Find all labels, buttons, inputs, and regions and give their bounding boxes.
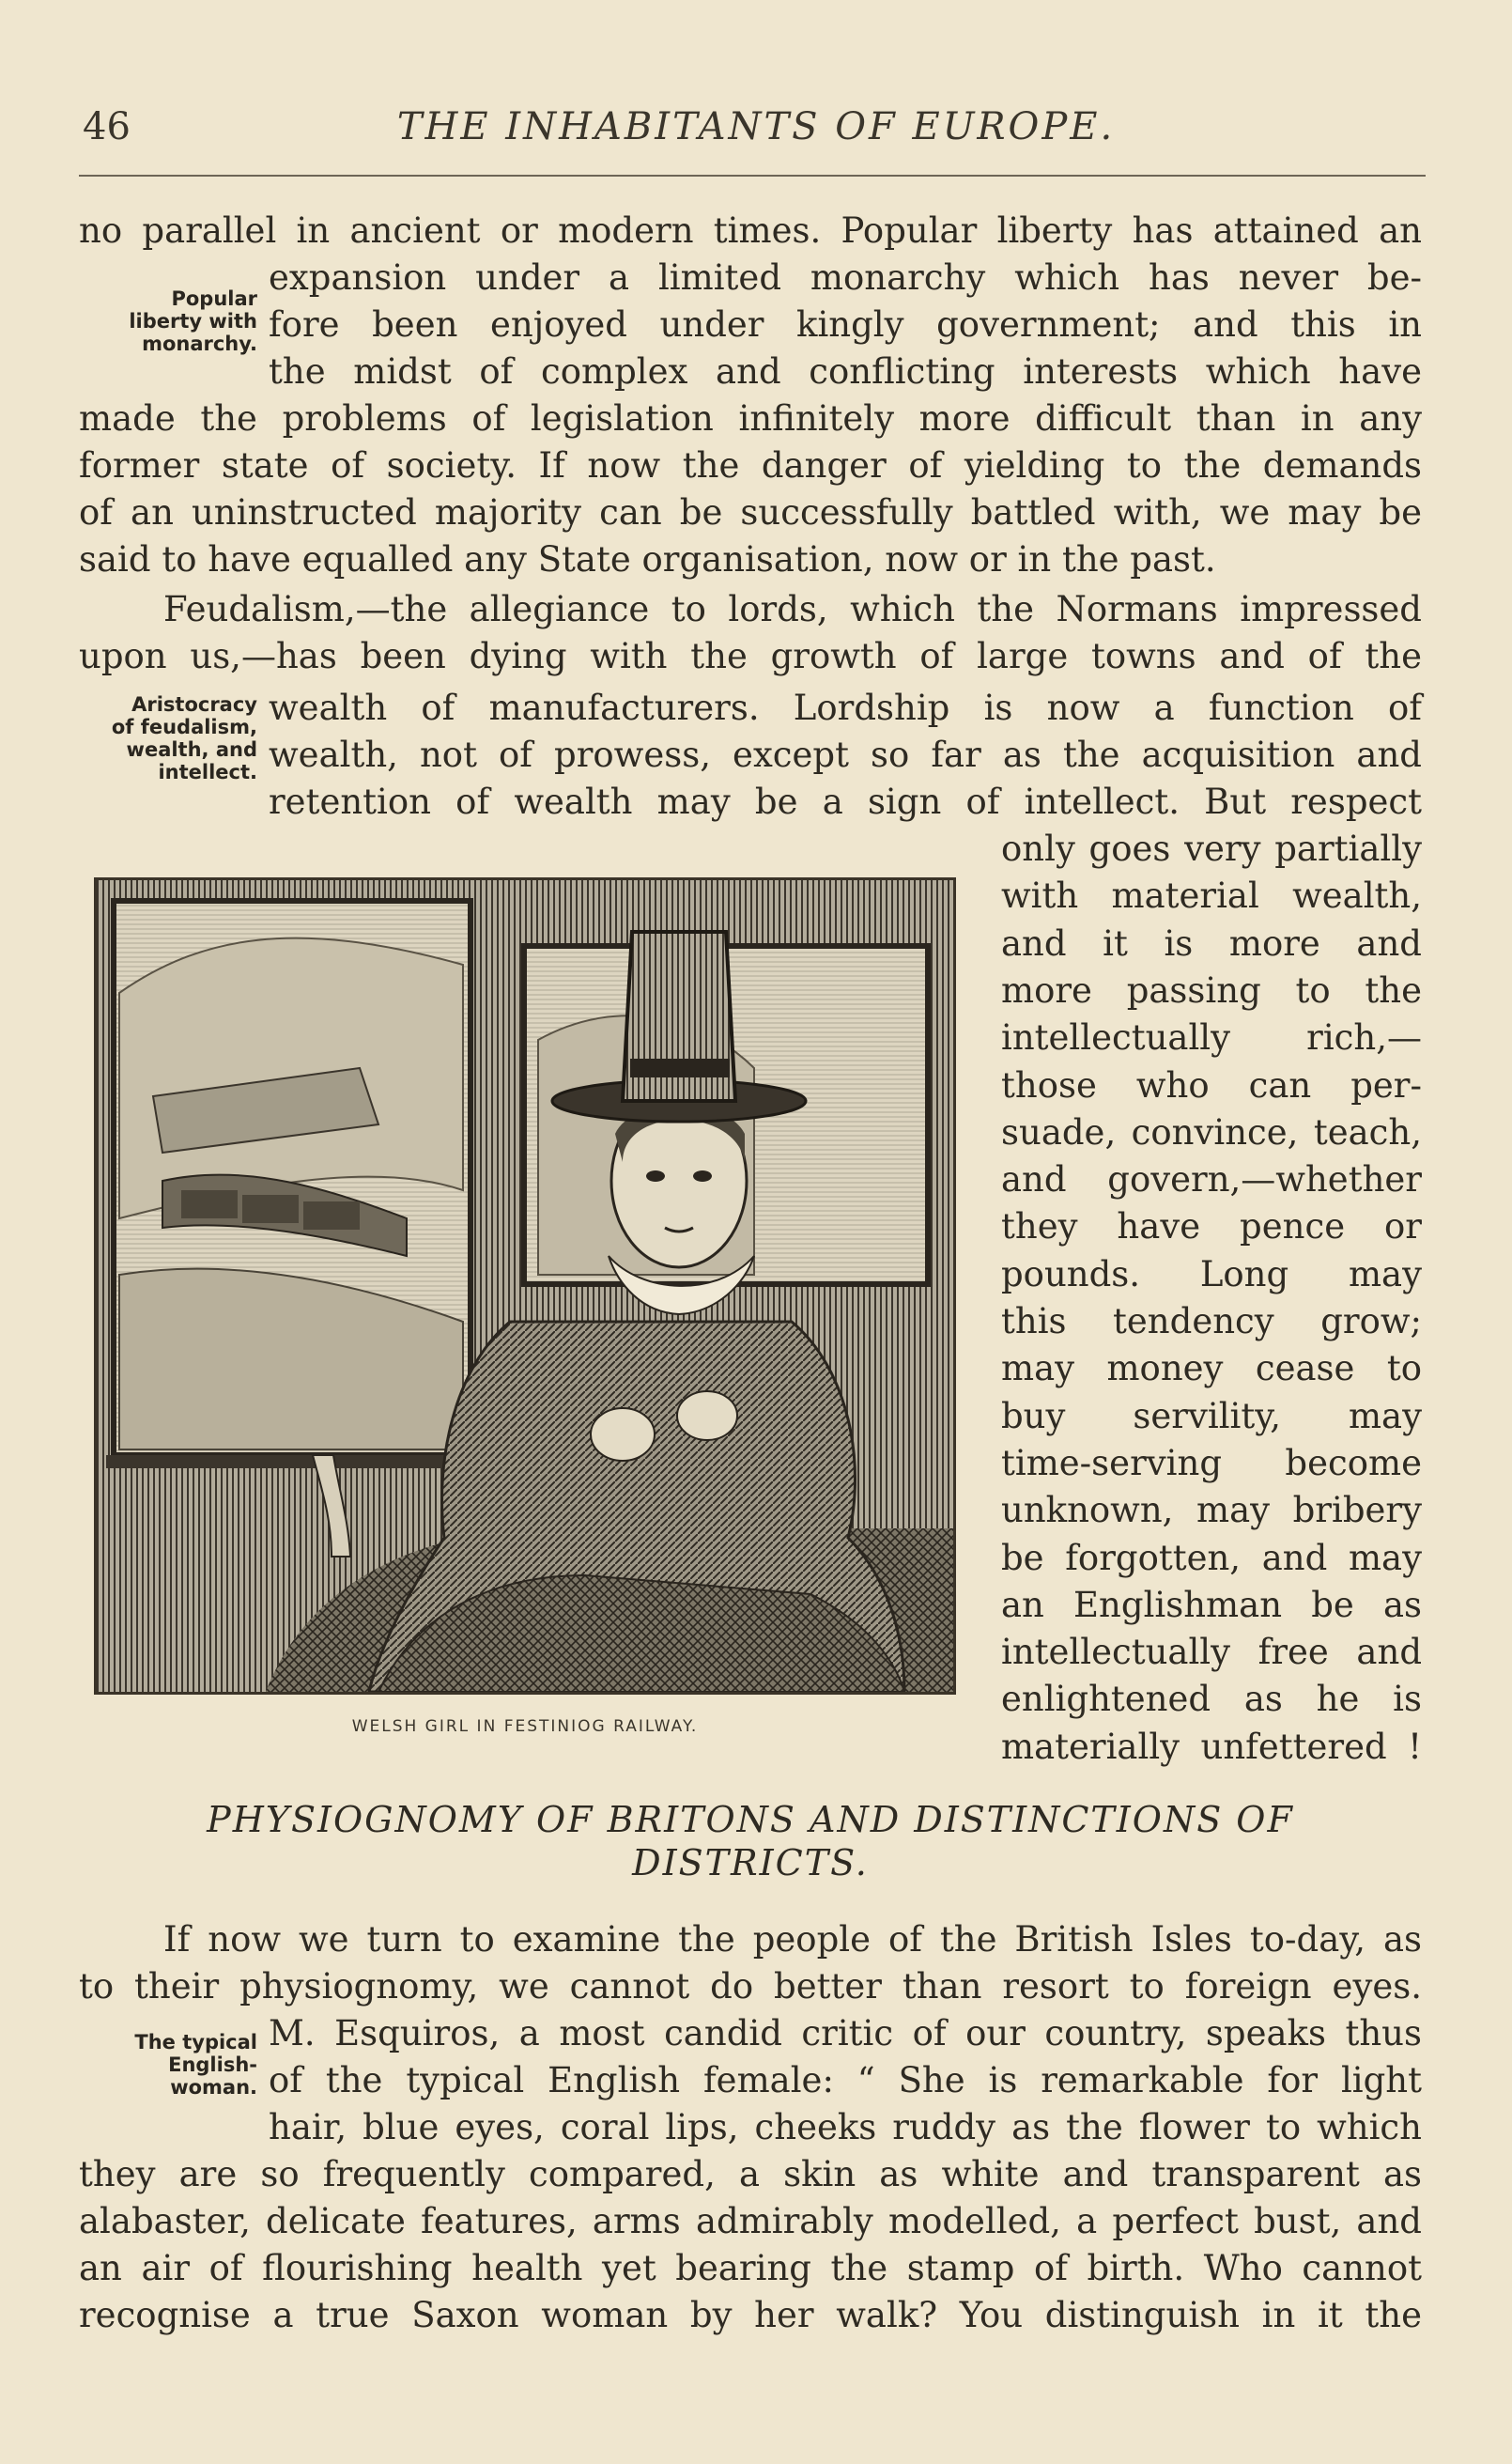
engraving-welsh-girl-railway: [94, 877, 956, 1695]
text-line: and govern,—whether: [1001, 1159, 1422, 1200]
text-line: expansion under a limited monarchy which has never be-: [269, 257, 1422, 298]
text-line: alabaster, delicate features, arms admirably modelled, a perfect bust, and: [79, 2201, 1422, 2241]
text-line: fore been enjoyed under kingly government; and this in: [269, 304, 1422, 345]
text-line: suade, convince, teach,: [1001, 1112, 1422, 1153]
page-number: 46: [83, 105, 131, 148]
section-heading-line: PHYSIOGNOMY OF BRITONS AND DISTINCTIONS OF: [207, 1799, 1294, 1840]
text-line: made the problems of legislation infinitely more difficult than in any: [79, 398, 1422, 439]
text-line: only goes very partially: [1001, 829, 1422, 869]
text-line: they are so frequently compared, a skin as white and transparent as: [79, 2154, 1422, 2194]
text-line: may money cease to: [1001, 1348, 1422, 1388]
text-line: pounds. Long may: [1001, 1254, 1422, 1294]
sidenote-line: English-: [168, 2053, 257, 2076]
sidenote-line: intellect.: [158, 761, 257, 783]
figure-caption: WELSH GIRL IN FESTINIOG RAILWAY.: [351, 1717, 699, 1736]
sidenote-line: Aristocracy: [131, 693, 257, 716]
text-line: wealth, not of prowess, except so far as the acquisition and: [269, 735, 1422, 775]
text-line: If now we turn to examine the people of the British Isles to-day, as: [163, 1919, 1422, 1960]
text-line: recognise a true Saxon woman by her walk? You distinguish in it the: [79, 2295, 1422, 2335]
text-line: of the typical English female: “ She is remarkable for light: [269, 2060, 1422, 2100]
section-heading-line: DISTRICTS.: [632, 1842, 869, 1883]
text-line: the midst of complex and conflicting interests which have: [269, 351, 1422, 392]
sidenote-line: woman.: [170, 2076, 257, 2099]
sidenote-line: monarchy.: [142, 333, 257, 355]
text-line: to their physiognomy, we cannot do better than resort to foreign eyes.: [79, 1966, 1422, 2007]
running-title: THE INHABITANTS OF EUROPE.: [396, 105, 1116, 148]
text-line: materially unfettered !: [1001, 1727, 1422, 1767]
text-line: those who can per-: [1001, 1065, 1422, 1106]
text-line: be forgotten, and may: [1001, 1538, 1422, 1578]
text-line: they have pence or: [1001, 1206, 1422, 1247]
text-line: with material wealth,: [1001, 876, 1422, 916]
sidenote-line: Popular: [171, 287, 257, 310]
text-line: Feudalism,—the allegiance to lords, which the Normans impressed: [163, 589, 1422, 629]
text-line: intellectually rich,—: [1001, 1017, 1422, 1058]
sidenote-line: wealth, and: [126, 738, 257, 761]
text-line: and it is more and: [1001, 923, 1422, 964]
text-line: more passing to the: [1001, 970, 1422, 1011]
text-line: an air of flourishing health yet bearing the stamp of birth. Who cannot: [79, 2248, 1422, 2288]
text-line: enlightened as he is: [1001, 1679, 1422, 1719]
text-line: former state of society. If now the danger of yielding to the demands: [79, 445, 1422, 486]
text-line: buy servility, may: [1001, 1396, 1422, 1436]
sidenote-aristocracy: [60, 693, 257, 783]
text-line: wealth of manufacturers. Lordship is now a function of: [269, 688, 1422, 728]
section-heading: [79, 1798, 1422, 1884]
text-line: this tendency grow;: [1001, 1301, 1422, 1341]
text-line: unknown, may bribery: [1001, 1490, 1422, 1530]
sidenote-line: of feudalism,: [111, 716, 257, 738]
text-line: said to have equalled any State organisation, now or in the past.: [79, 539, 1216, 580]
text-line: upon us,—has been dying with the growth of large towns and of the: [79, 636, 1422, 676]
sidenote-typical-woman: [60, 2031, 257, 2099]
text-line: time-serving become: [1001, 1443, 1422, 1483]
text-line: of an uninstructed majority can be successfully battled with, we may be: [79, 492, 1422, 533]
header-rule: [79, 175, 1426, 177]
sidenote-popular-liberty: [60, 287, 257, 355]
sidenote-line: liberty with: [129, 310, 257, 333]
text-line: an Englishman be as: [1001, 1585, 1422, 1625]
text-line: hair, blue eyes, coral lips, cheeks ruddy as the flower to which: [269, 2107, 1422, 2147]
text-line: retention of wealth may be a sign of intellect. But respect: [269, 782, 1422, 822]
sidenote-line: The typical: [134, 2031, 257, 2053]
text-line: intellectually free and: [1001, 1632, 1422, 1672]
text-line: M. Esquiros, a most candid critic of our country, speaks thus: [269, 2013, 1422, 2053]
text-line: no parallel in ancient or modern times. Popular liberty has attained an: [79, 210, 1422, 251]
